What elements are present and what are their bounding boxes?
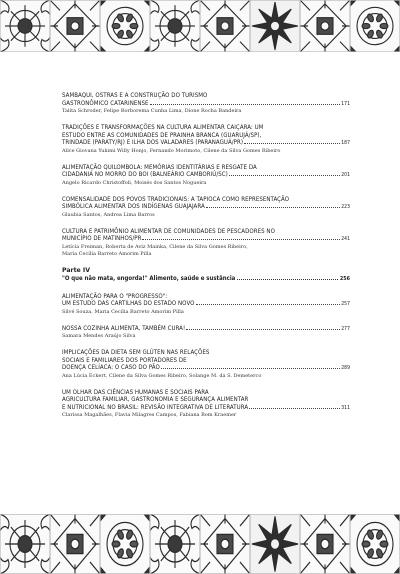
azulejo-tile: [200, 514, 250, 574]
entry-authors: Letícia Freiman, Roberta de Aviz Mainka, Cilene da Silva Gomes Ribeiro,: [62, 243, 248, 250]
azulejo-tile: [100, 514, 150, 574]
decorative-tile-border-bottom: [0, 514, 400, 574]
dot-leader: [229, 175, 340, 176]
azulejo-tile: [100, 0, 150, 52]
entry-title-line: SAMBAQUI, OSTRAS E A CONSTRUÇÃO DO TURISMO: [62, 92, 208, 99]
entry-title: [62, 164, 350, 180]
tile-cell: [150, 514, 200, 574]
tile-cell: [350, 514, 400, 574]
entry-title-last-line: [62, 100, 350, 109]
table-of-contents: [62, 92, 350, 428]
tile-cell: [50, 514, 100, 574]
page-number: 241: [341, 236, 350, 242]
toc-entry[interactable]: [62, 325, 350, 341]
page-number: 257: [341, 301, 350, 307]
entry-title-line: IMPLICAÇÕES DA DIETA SEM GLÚTEN NAS RELAÇÕES: [62, 349, 210, 356]
page-number: 223: [341, 204, 350, 210]
entry-title-line: SIMBÓLICA ALIMENTAR DOS INDÍGENAS GUAJAJARA: [62, 203, 205, 210]
entry-authors: Samara Mendes Araújo Silva: [62, 333, 136, 339]
entry-title-line: SOCIAIS E FAMILIARES DOS PORTADORES DE: [62, 356, 187, 364]
dot-leader: [186, 329, 340, 330]
page-number: 187: [341, 140, 350, 146]
entry-title: [62, 196, 350, 212]
entry-title-last-line: [62, 203, 350, 212]
part-subtitle-row[interactable]: [62, 275, 350, 283]
tile-cell: [250, 514, 300, 574]
entry-title-last-line: [62, 171, 350, 180]
toc-entry[interactable]: [62, 349, 350, 380]
azulejo-tile: [150, 514, 200, 574]
page-number: 277: [341, 325, 350, 332]
page-number: 256: [339, 275, 350, 282]
part-section: [62, 267, 350, 283]
entry-authors: Clarissa Magalhães, Flavia Milagres Campos, Fabiana Bom Kraemer: [62, 412, 237, 418]
entry-title-line: CIDADANIA NO MORRO DO BOI (BALNEÁRIO CAMBORIÚ/SC): [62, 171, 228, 178]
entry-title-line: MUNICÍPIO DE MATINHOS/PR: [62, 235, 142, 242]
toc-entry[interactable]: [62, 92, 350, 115]
entry-title-line: UM OLHAR DAS CIÊNCIAS HUMANAS E SOCIAIS PARA: [62, 388, 209, 396]
tile-cell: [250, 0, 300, 52]
tile-cell: [300, 0, 350, 52]
tile-cell: [50, 0, 100, 52]
page-number: 289: [341, 365, 350, 371]
decorative-tile-border-top: [0, 0, 400, 52]
entry-title: [62, 92, 350, 108]
entry-title-line: ALIMENTAÇÃO PARA O "PROGRESSO":: [62, 292, 168, 300]
toc-entry[interactable]: [62, 124, 350, 155]
azulejo-tile: [200, 0, 250, 52]
dot-leader: [150, 104, 341, 105]
entry-title-last-line: [62, 139, 350, 148]
page-number: 311: [341, 404, 350, 411]
azulejo-tile: [300, 0, 350, 52]
tile-cell: [300, 514, 350, 574]
entry-title-last-line: [62, 364, 350, 373]
tile-cell: [0, 0, 50, 52]
entry-authors: Alice Giovana Yukimi Willy Honjo, Fernando Morimoto, Cilene da Silva Gomes Ribeiro: [62, 147, 281, 154]
part-subtitle: "O que não mata, engorda!" Alimento, saúde e sustância: [62, 274, 236, 282]
toc-entries-group: [62, 92, 350, 258]
entry-authors: Glaubia Santos, Andrea Lima Barros: [62, 211, 155, 218]
page-number: 171: [341, 100, 350, 107]
dot-leader: [161, 368, 340, 369]
entry-title: [62, 293, 350, 309]
dot-leader: [206, 207, 341, 208]
entry-title-last-line: [62, 235, 350, 244]
azulejo-tile: [350, 514, 400, 574]
entry-title-line: ALIMENTAÇÃO QUILOMBOLA: MEMÓRIAS IDENTITÁRIAS E RESGATE DA: [62, 163, 257, 171]
azulejo-tile: [350, 0, 400, 52]
toc-entry[interactable]: [62, 196, 350, 219]
azulejo-tile: [250, 514, 300, 574]
dot-leader: [244, 143, 340, 144]
entry-title-last-line: [62, 404, 350, 413]
azulejo-tile: [0, 0, 50, 52]
entry-title-line: TRINDADE (PARATY/RJ) E ILHA DOS VALADARES (PARANAGUÁ/PR): [62, 139, 244, 146]
entry-title: [62, 349, 350, 373]
entry-authors: Ana Lúcia Eckert, Cilene da Silva Gomes Ribeiro, Solange M. da S. Demeterco: [62, 372, 262, 379]
entry-title: [62, 389, 350, 413]
entry-title-line: DOENÇA CELÍACA: O CASO DO PÃO: [62, 364, 160, 371]
toc-entries-group: [62, 293, 350, 420]
toc-entry[interactable]: [62, 293, 350, 316]
entry-authors: Angelo Ricardo Christoffoli, Moisés dos Santos Nogueira: [62, 179, 207, 186]
tile-cell: [200, 514, 250, 574]
entry-authors: Maria Cecília Barreto Amorim Pilla: [62, 250, 152, 257]
entry-title: [62, 325, 350, 334]
toc-entry[interactable]: [62, 389, 350, 420]
azulejo-tile: [250, 0, 300, 52]
entry-title: [62, 228, 350, 244]
entry-title-line: E NUTRICIONAL NO BRASIL: REVISÃO INTEGRATIVA DE LITERATURA: [62, 403, 249, 411]
azulejo-tile: [50, 514, 100, 574]
azulejo-tile: [150, 0, 200, 52]
entry-title-line: CULTURA E PATRIMÔNIO ALIMENTAR DE COMUNIDADES DE PESCADORES NO: [62, 227, 275, 235]
entry-authors: Silvé Souza, Maria Cecília Barreto Amorim Pilla: [62, 308, 184, 315]
toc-entry[interactable]: [62, 228, 350, 258]
toc-entry[interactable]: [62, 164, 350, 187]
entry-title-line: NOSSA COZINHA ALIMENTA, TAMBÉM CURA!: [62, 324, 186, 332]
entry-authors: Talita Schroder, Felipe Borborema Cunha Lima, Dione Rocha Bandeira: [62, 108, 242, 114]
entry-title-line: ESTUDO ENTRE AS COMUNIDADES DE PRAINHA BRANCA (GUARUJÁ/SP),: [62, 131, 262, 139]
entry-title-line: UM ESTUDO DAS CARTILHAS DO ESTADO NOVO: [62, 300, 195, 307]
tile-cell: [100, 514, 150, 574]
dot-leader: [142, 239, 340, 240]
page-number: 201: [341, 172, 350, 178]
entry-title-line: TRADIÇÕES E TRANSFORMAÇÕES NA CULTURA ALIMENTAR CAIÇARA: UM: [62, 124, 264, 131]
azulejo-tile: [50, 0, 100, 52]
entry-title-last-line: [62, 325, 350, 334]
entry-title-line: COMENSALIDADE DOS POVOS TRADICIONAIS: A TAPIOCA COMO REPRESENTAÇÃO: [62, 195, 290, 203]
tile-cell: [200, 0, 250, 52]
entry-title-line: GASTRONÔMICO CATARINENSE: [62, 99, 149, 107]
entry-title-last-line: [62, 300, 350, 309]
dot-leader: [249, 408, 340, 409]
azulejo-tile: [0, 514, 50, 574]
dot-leader: [196, 304, 341, 305]
tile-cell: [100, 0, 150, 52]
azulejo-tile: [300, 514, 350, 574]
tile-cell: [150, 0, 200, 52]
dot-leader: [237, 279, 338, 280]
entry-title: [62, 124, 350, 148]
entry-title-line: AGRICULTURA FAMILIAR, GASTRONOMIA E SEGURANÇA ALIMENTAR: [62, 396, 249, 403]
part-heading: Parte IV: [62, 266, 90, 274]
tile-cell: [0, 514, 50, 574]
tile-cell: [350, 0, 400, 52]
